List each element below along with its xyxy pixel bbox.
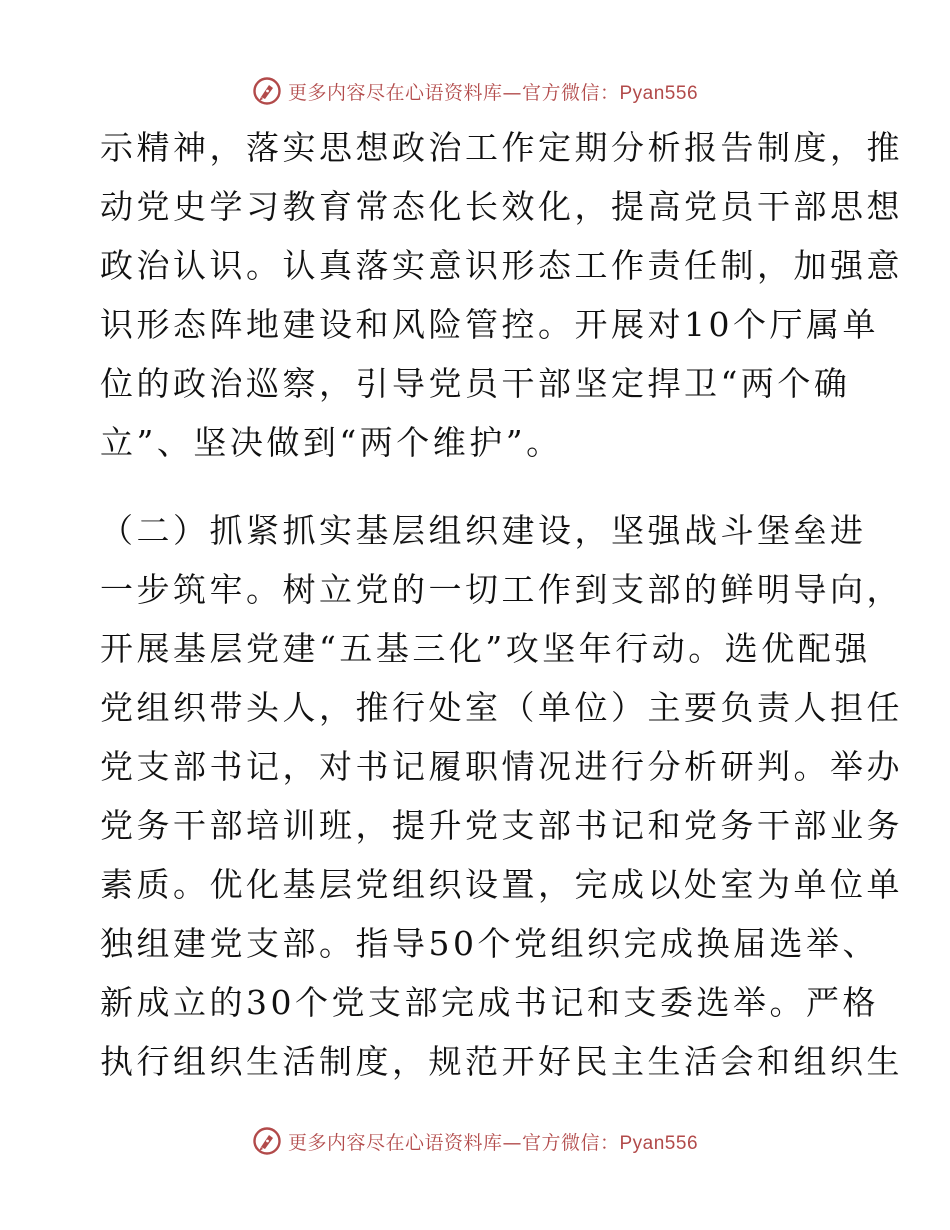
text-line: 执行组织生活制度，规范开好民主生活会和组织生 [100, 1042, 903, 1081]
text-line: （二）抓紧抓实基层组织建设，坚强战斗堡垒进 [100, 511, 867, 550]
text-line: 位的政治巡察，引导党员干部坚定捍卫“两个确 [100, 364, 851, 403]
watermark-text: 更多内容尽在心语资料库—官方微信： [287, 81, 620, 104]
watermark-text: 更多内容尽在心语资料库—官方微信： [287, 1131, 620, 1154]
paragraph-2 [100, 501, 903, 1091]
text-line: 开展基层党建“五基三化”攻坚年行动。选优配强 [100, 629, 871, 668]
text-line: 党务干部培训班，提升党支部书记和党务干部业务 [100, 806, 903, 845]
document-body [100, 118, 903, 1091]
text-line: 动党史学习教育常态化长效化，提高党员干部思想 [100, 187, 903, 226]
pen-nib-logo-icon [252, 76, 282, 106]
text-line: 党支部书记，对书记履职情况进行分析研判。举办 [100, 747, 903, 786]
footer-watermark [0, 1124, 950, 1158]
text-line: 示精神，落实思想政治工作定期分析报告制度，推 [100, 128, 903, 167]
pen-nib-logo-icon [252, 1126, 282, 1156]
text-line: 新成立的30个党支部完成书记和支委选举。严格 [100, 983, 879, 1022]
paragraph-1 [100, 118, 903, 472]
watermark-wechat-id: Pyan556 [619, 82, 699, 104]
text-line: 独组建党支部。指导50个党组织完成换届选举、 [100, 924, 879, 963]
text-line: 立”、坚决做到“两个维护”。 [100, 423, 563, 462]
text-line: 识形态阵地建设和风险管控。开展对10个厅属单 [100, 305, 879, 344]
text-line: 素质。优化基层党组织设置，完成以处室为单位单 [100, 865, 903, 904]
text-line: 党组织带头人，推行处室（单位）主要负责人担任 [100, 688, 903, 727]
text-line: 政治认识。认真落实意识形态工作责任制，加强意 [100, 246, 903, 285]
header-watermark [0, 74, 950, 108]
watermark-wechat-id: Pyan556 [619, 1132, 699, 1154]
text-line: 一步筑牢。树立党的一切工作到支部的鲜明导向， [100, 570, 903, 609]
